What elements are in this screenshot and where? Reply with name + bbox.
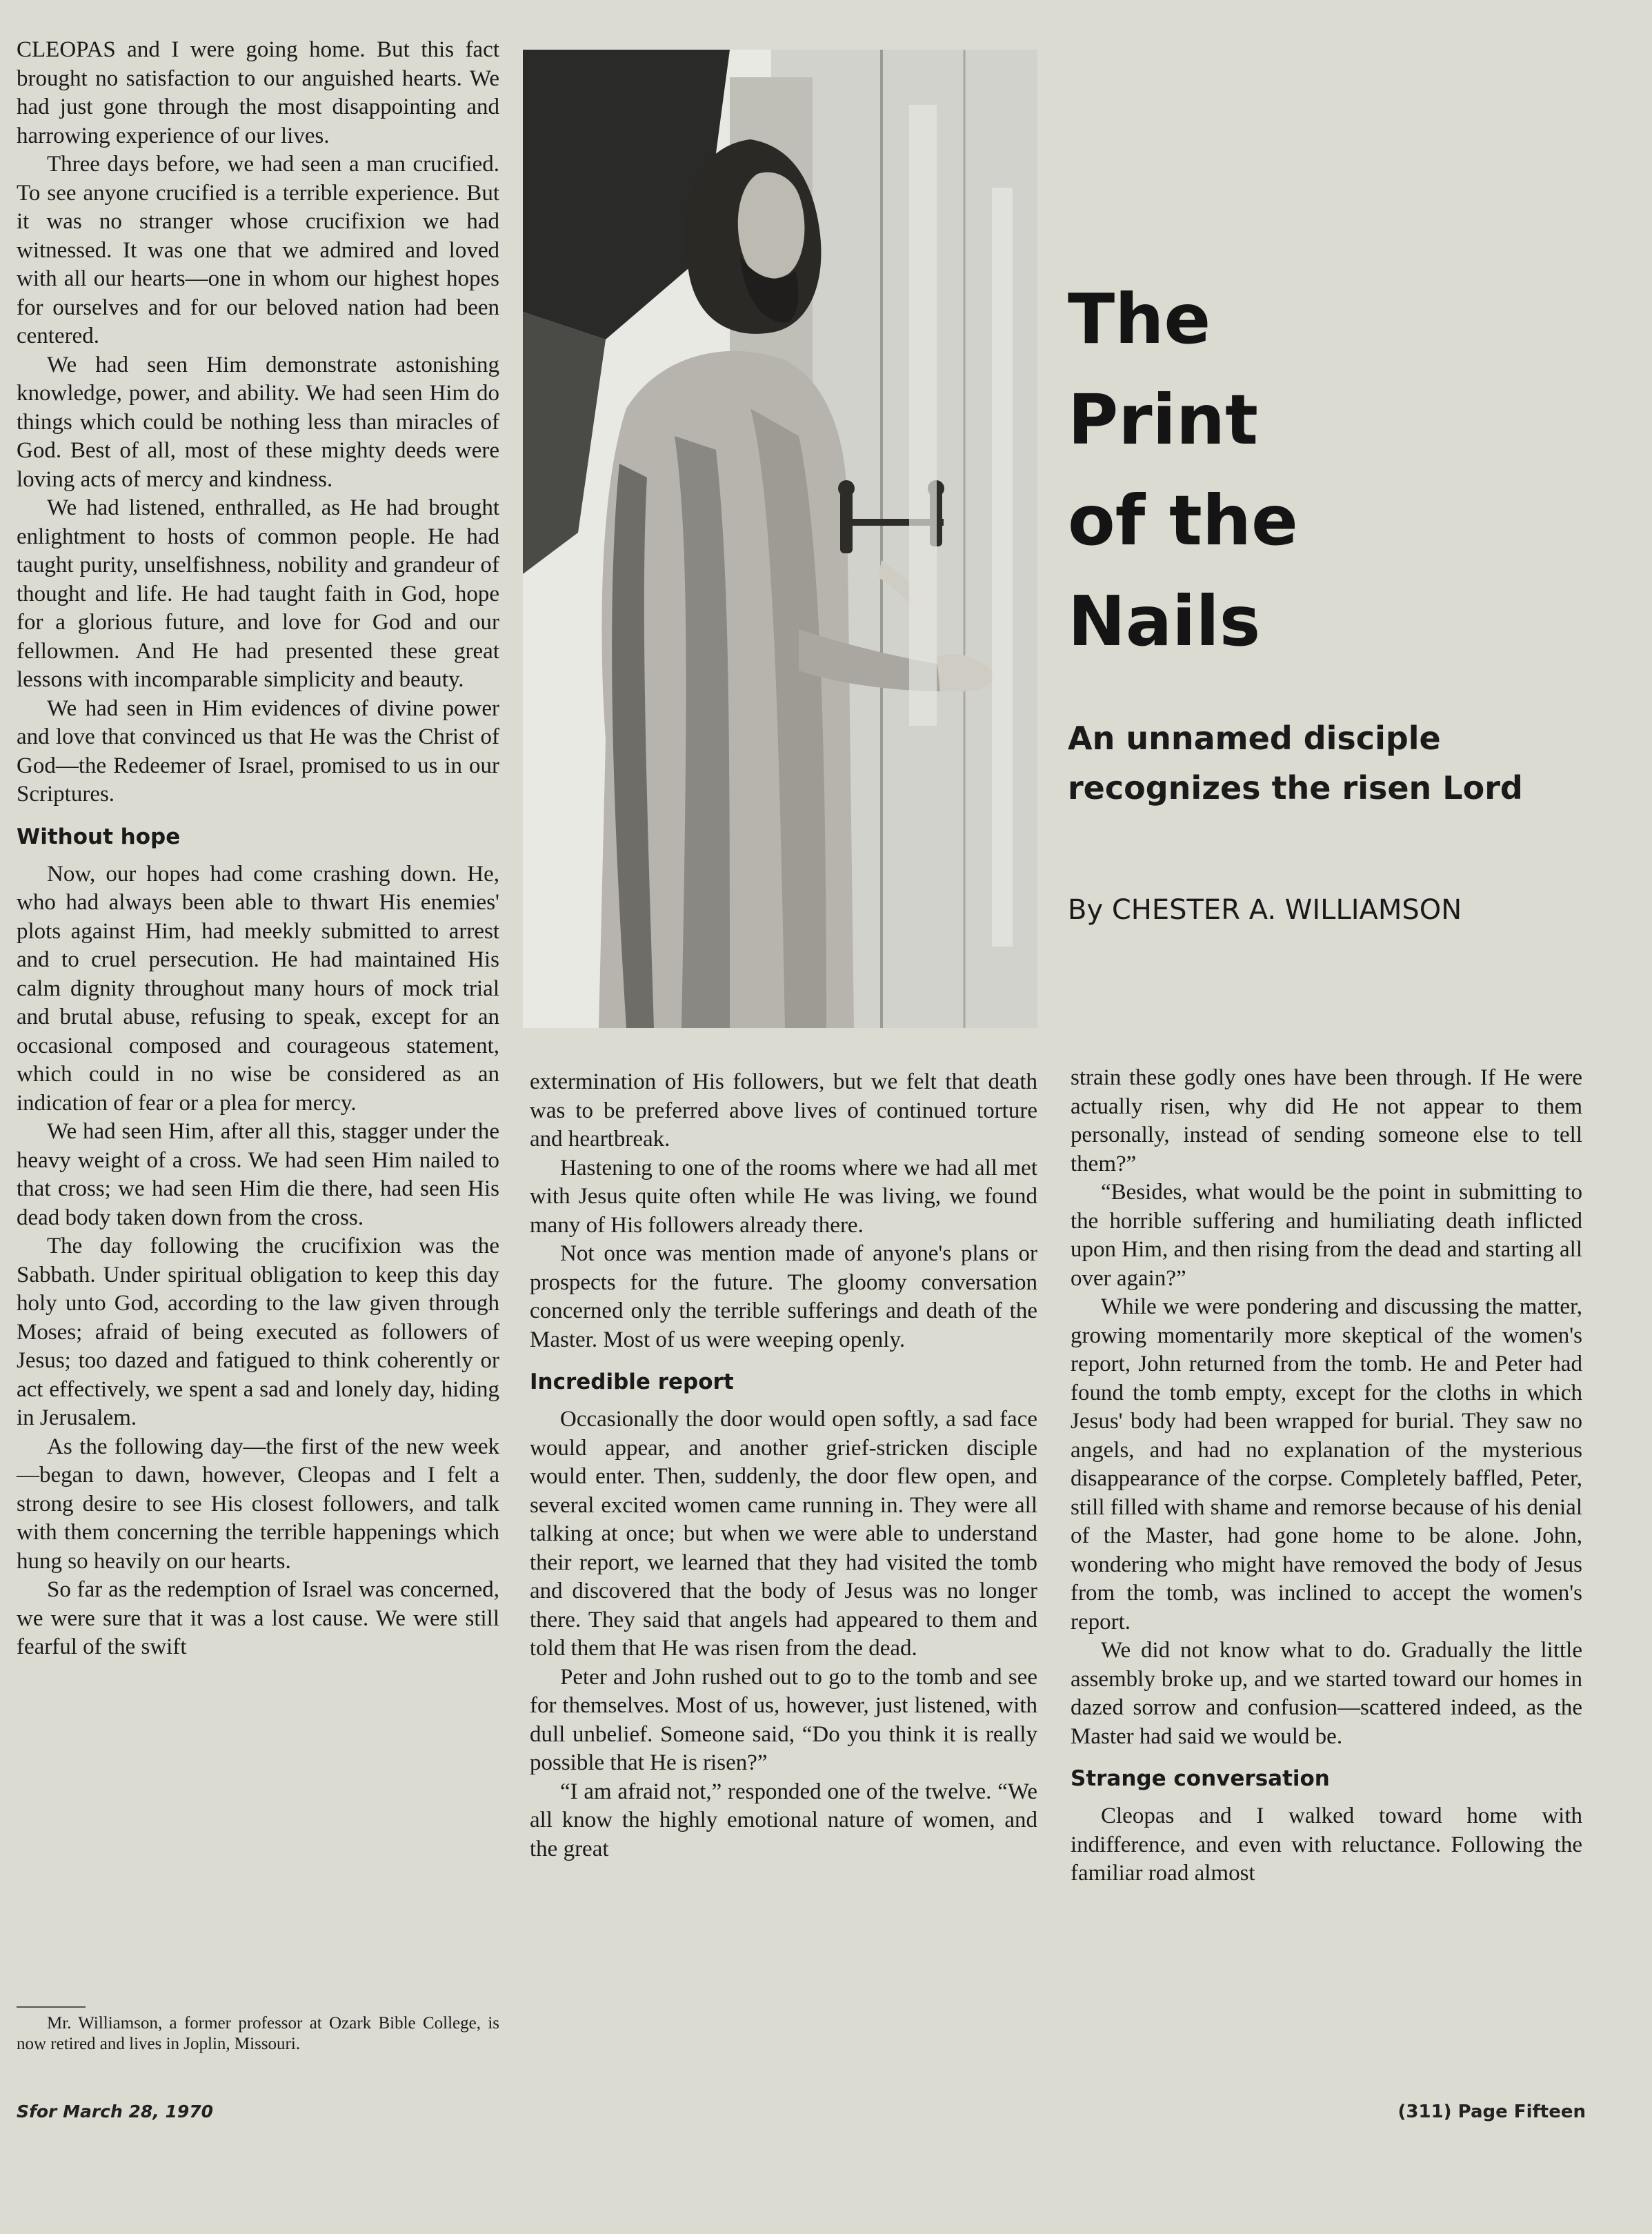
paragraph: The day following the crucifixion was the Sabbath. Under spiritual obligation to keep this day holy unto God, according to the law given through Moses; afraid of being executed as followers of Jesus; too dazed and fatigued to think coherently or act effectively, we spent a sad and lonely day, hiding in Jerusalem. — [17, 1234, 499, 1430]
section-heading: Incredible report — [530, 1370, 734, 1394]
paragraph: Peter and John rushed out to go to the tomb and see for themselves. Most of us, however, just listened, with dull unbelief. Someone said, “Do you think it is really possible that He is risen?” — [530, 1664, 1037, 1775]
paragraph: Occasionally the door would open softly, a sad face would appear, and another grief-stricken disciple would enter. Then, suddenly, the door flew open, and several excited women came running in. They were all talking at once; but when we were able to understand their report, we learned that they had visited the tomb and discovered that the body of Jesus was no longer there. They said that angels had appeared to them and told them that He was risen from the dead. — [530, 1407, 1037, 1661]
paragraph: So far as the redemption of Israel was concerned, we were sure that it was a lost cause. We were still fearful of the swift — [17, 1577, 499, 1659]
issue-date: Sfor March 28, 1970 — [17, 2102, 214, 2122]
paragraph: Not once was mention made of anyone's plans or prospects for the future. The gloomy conversation concerned only the terrible sufferings and death of the Master. Most of us were weeping openly. — [530, 1241, 1037, 1352]
article-column-3 — [1071, 1064, 1582, 1888]
page-number: (311) Page Fifteen — [1397, 2102, 1586, 2122]
title-line: of the — [1068, 480, 1298, 561]
title-line: Print — [1068, 379, 1258, 460]
paragraph: We did not know what to do. Gradually the little assembly broke up, and we started toward our homes in dazed sorrow and confusion—scattered indeed, as the Master had said we would be. — [1071, 1638, 1582, 1749]
section-heading: Strange conversation — [1071, 1766, 1330, 1791]
paragraph: extermination of His followers, but we felt that death was to be preferred above lives of continued torture and heartbreak. — [530, 1069, 1037, 1151]
jesus-at-door-illustration — [523, 50, 1037, 1028]
paragraph: Hastening to one of the rooms where we had all met with Jesus quite often while He was living, we found many of His followers already there. — [530, 1155, 1037, 1238]
paragraph: strain these godly ones have been through. If He were actually risen, why did He not appear to them personally, instead of sending someone else to tell them?” — [1071, 1065, 1582, 1176]
article-column-1 — [17, 36, 499, 1662]
paragraph: Three days before, we had seen a man crucified. To see anyone crucified is a terrible experience. But it was no stranger whose crucifixion we had witnessed. It was one that we admired and loved with all our hearts—one in whom our highest hopes for ourselves and for our beloved nation had been centered. — [17, 152, 499, 348]
paragraph: Now, our hopes had come crashing down. He, who had always been able to thwart His enemies' plots against Him, had meekly submitted to arrest and to cruel persecution. He had maintained His calm dignity throughout many hours of mock trial and brutal abuse, refusing to speak, except for an occasional composed and courageous statement, which could in no wise be considered as an indication of fear or a plea for mercy. — [17, 861, 499, 1116]
author-byline: By CHESTER A. WILLIAMSON — [1068, 894, 1462, 926]
article-subtitle — [1068, 713, 1592, 813]
section-heading: Without hope — [17, 824, 181, 849]
paragraph: While we were pondering and discussing the matter, growing momentarily more skeptical of the women's report, John returned from the tomb. He and Peter had found the tomb empty, except for the cloths in which Jesus' body had been wrapped for burial. They saw no angels, and had no explanation of the mysterious disappearance of the corpse. Completely baffled, Peter, still filled with shame and remorse because of his denial of the Master, had gone home to be alone. John, wondering who might have removed the body of Jesus from the tomb, was inclined to accept the women's report. — [1071, 1294, 1582, 1634]
paragraph: “I am afraid not,” responded one of the twelve. “We all know the highly emotional nature of women, and the great — [530, 1779, 1037, 1861]
paragraph: We had listened, enthralled, as He had brought enlightment to hosts of common people. He had taught purity, unselfishness, nobility and grandeur of thought and life. He had taught faith in God, hope for a glorious future, and love for God and our fellowmen. And He had presented these great lessons with incomparable simplicity and beauty. — [17, 495, 499, 692]
paragraph: We had seen Him, after all this, stagger under the heavy weight of a cross. We had seen Him nailed to that cross; we had seen Him die there, had seen His dead body taken down from the cross. — [17, 1119, 499, 1230]
title-line: Nails — [1068, 581, 1261, 662]
article-column-2 — [530, 1068, 1037, 1864]
subtitle-line: recognizes the risen Lord — [1068, 769, 1523, 807]
paragraph: Cleopas and I walked toward home with indifference, and even with reluctance. Following the familiar road almost — [1071, 1803, 1582, 1886]
illustration-image — [523, 50, 1037, 1028]
author-footnote — [17, 2013, 499, 2055]
title-line: The — [1068, 279, 1211, 359]
paragraph: As the following day—the first of the new week—began to dawn, however, Cleopas and I felt a strong desire to see His closest followers, and talk with them concerning the terrible happenings which hung so heavily on our hearts. — [17, 1434, 499, 1574]
paragraph: CLEOPAS and I were going home. But this fact brought no satisfaction to our anguished hearts. We had just gone through the most disappointing and harrowing experience of our lives. — [17, 37, 499, 148]
paragraph: We had seen in Him evidences of divine power and love that convinced us that He was the Christ of God—the Redeemer of Israel, promised to us in our Scriptures. — [17, 695, 499, 807]
footnote-divider — [17, 2006, 86, 2008]
paragraph: “Besides, what would be the point in submitting to the horrible suffering and humiliating death inflicted upon Him, and then rising from the dead and starting all over again?” — [1071, 1180, 1582, 1291]
subtitle-line: An unnamed disciple — [1068, 720, 1441, 757]
article-title — [1068, 269, 1551, 672]
footnote-text: Mr. Williamson, a former professor at Ozark Bible College, is now retired and lives in Joplin, Missouri. — [17, 2014, 499, 2053]
paragraph: We had seen Him demonstrate astonishing knowledge, power, and ability. We had seen Him do things which could be nothing less than miracles of God. Best of all, most of these mighty deeds were loving acts of mercy and kindness. — [17, 352, 499, 492]
